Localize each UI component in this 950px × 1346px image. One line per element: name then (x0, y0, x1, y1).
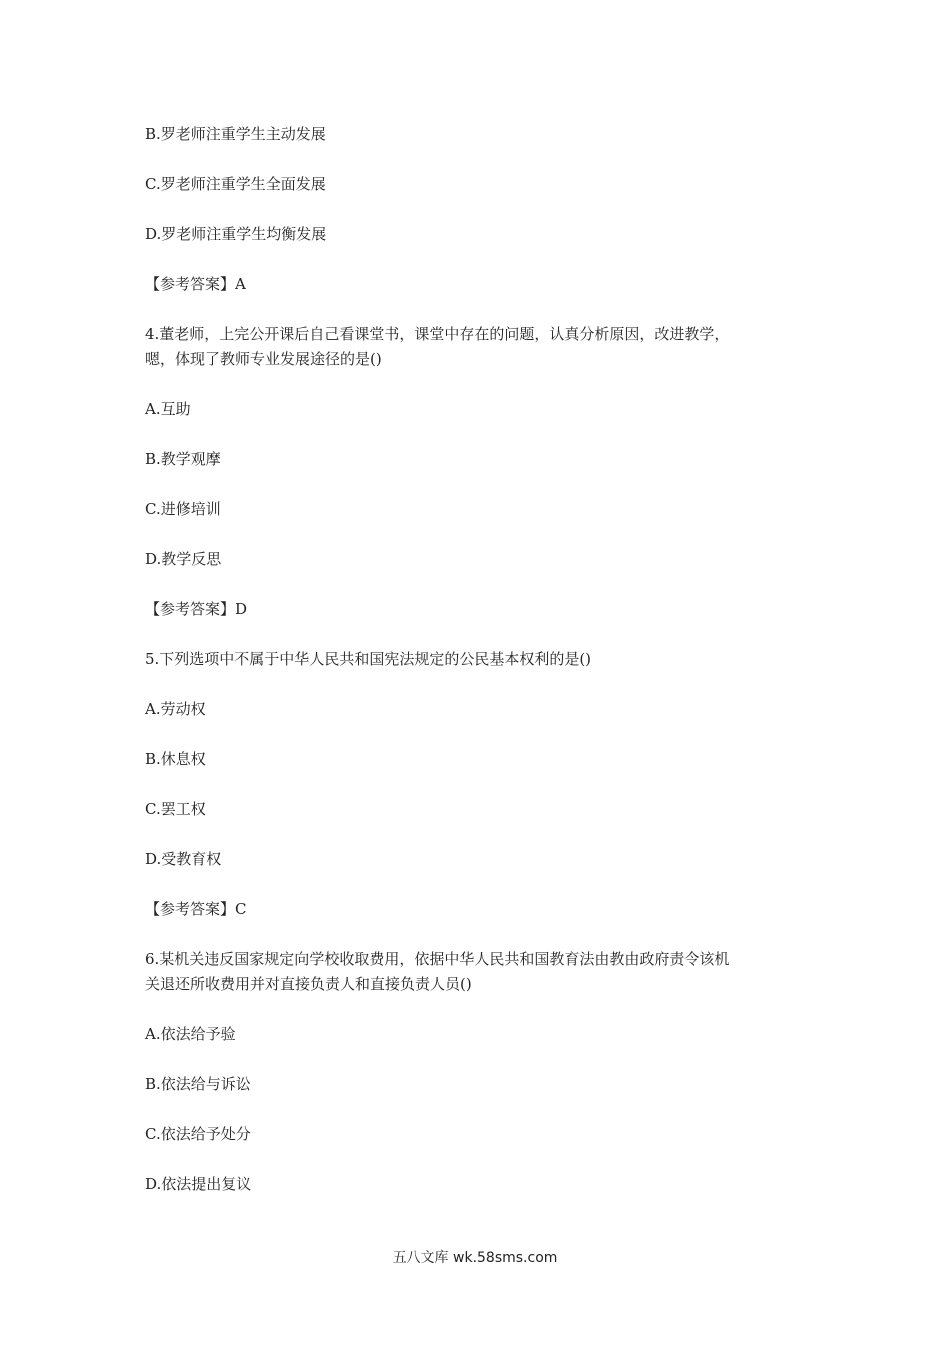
option-d-q4: D.教学反思 (145, 550, 222, 568)
question-4-line-1: 4.董老师，上完公开课后自己看课堂书，课堂中存在的问题，认真分析原因，改进教学， (145, 325, 730, 343)
option-d-q3: D.罗老师注重学生均衡发展 (145, 225, 327, 243)
page-footer-watermark: 五八文库 wk.58sms.com (392, 1250, 558, 1266)
option-b-q4: B.教学观摩 (145, 450, 221, 468)
option-b-q3: B.罗老师注重学生主动发展 (145, 125, 326, 143)
option-a-q5: A.劳动权 (145, 700, 206, 718)
option-c-q3: C.罗老师注重学生全面发展 (145, 175, 326, 193)
option-c-q5: C.罢工权 (145, 800, 206, 818)
question-5: 5.下列选项中不属于中华人民共和国宪法规定的公民基本权利的是() (145, 650, 592, 668)
option-c-q6: C.依法给予处分 (145, 1125, 251, 1143)
option-b-q5: B.休息权 (145, 750, 206, 768)
answer-q5: 【参考答案】C (145, 900, 247, 918)
option-c-q4: C.进修培训 (145, 500, 221, 518)
answer-q3: 【参考答案】A (145, 275, 246, 293)
question-4-line-2: 嗯，体现了教师专业发展途径的是() (145, 350, 382, 368)
question-6-line-2: 关退还所收费用并对直接负责人和直接负责人员() (145, 975, 472, 993)
answer-q4: 【参考答案】D (145, 600, 248, 618)
question-6-line-1: 6.某机关违反国家规定向学校收取费用，依据中华人民共和国教育法由教由政府责令该机 (145, 950, 730, 968)
option-b-q6: B.依法给与诉讼 (145, 1075, 251, 1093)
option-d-q5: D.受教育权 (145, 850, 222, 868)
option-d-q6: D.依法提出复议 (145, 1175, 252, 1193)
option-a-q4: A.互助 (145, 400, 191, 418)
option-a-q6: A.依法给予验 (145, 1025, 236, 1043)
